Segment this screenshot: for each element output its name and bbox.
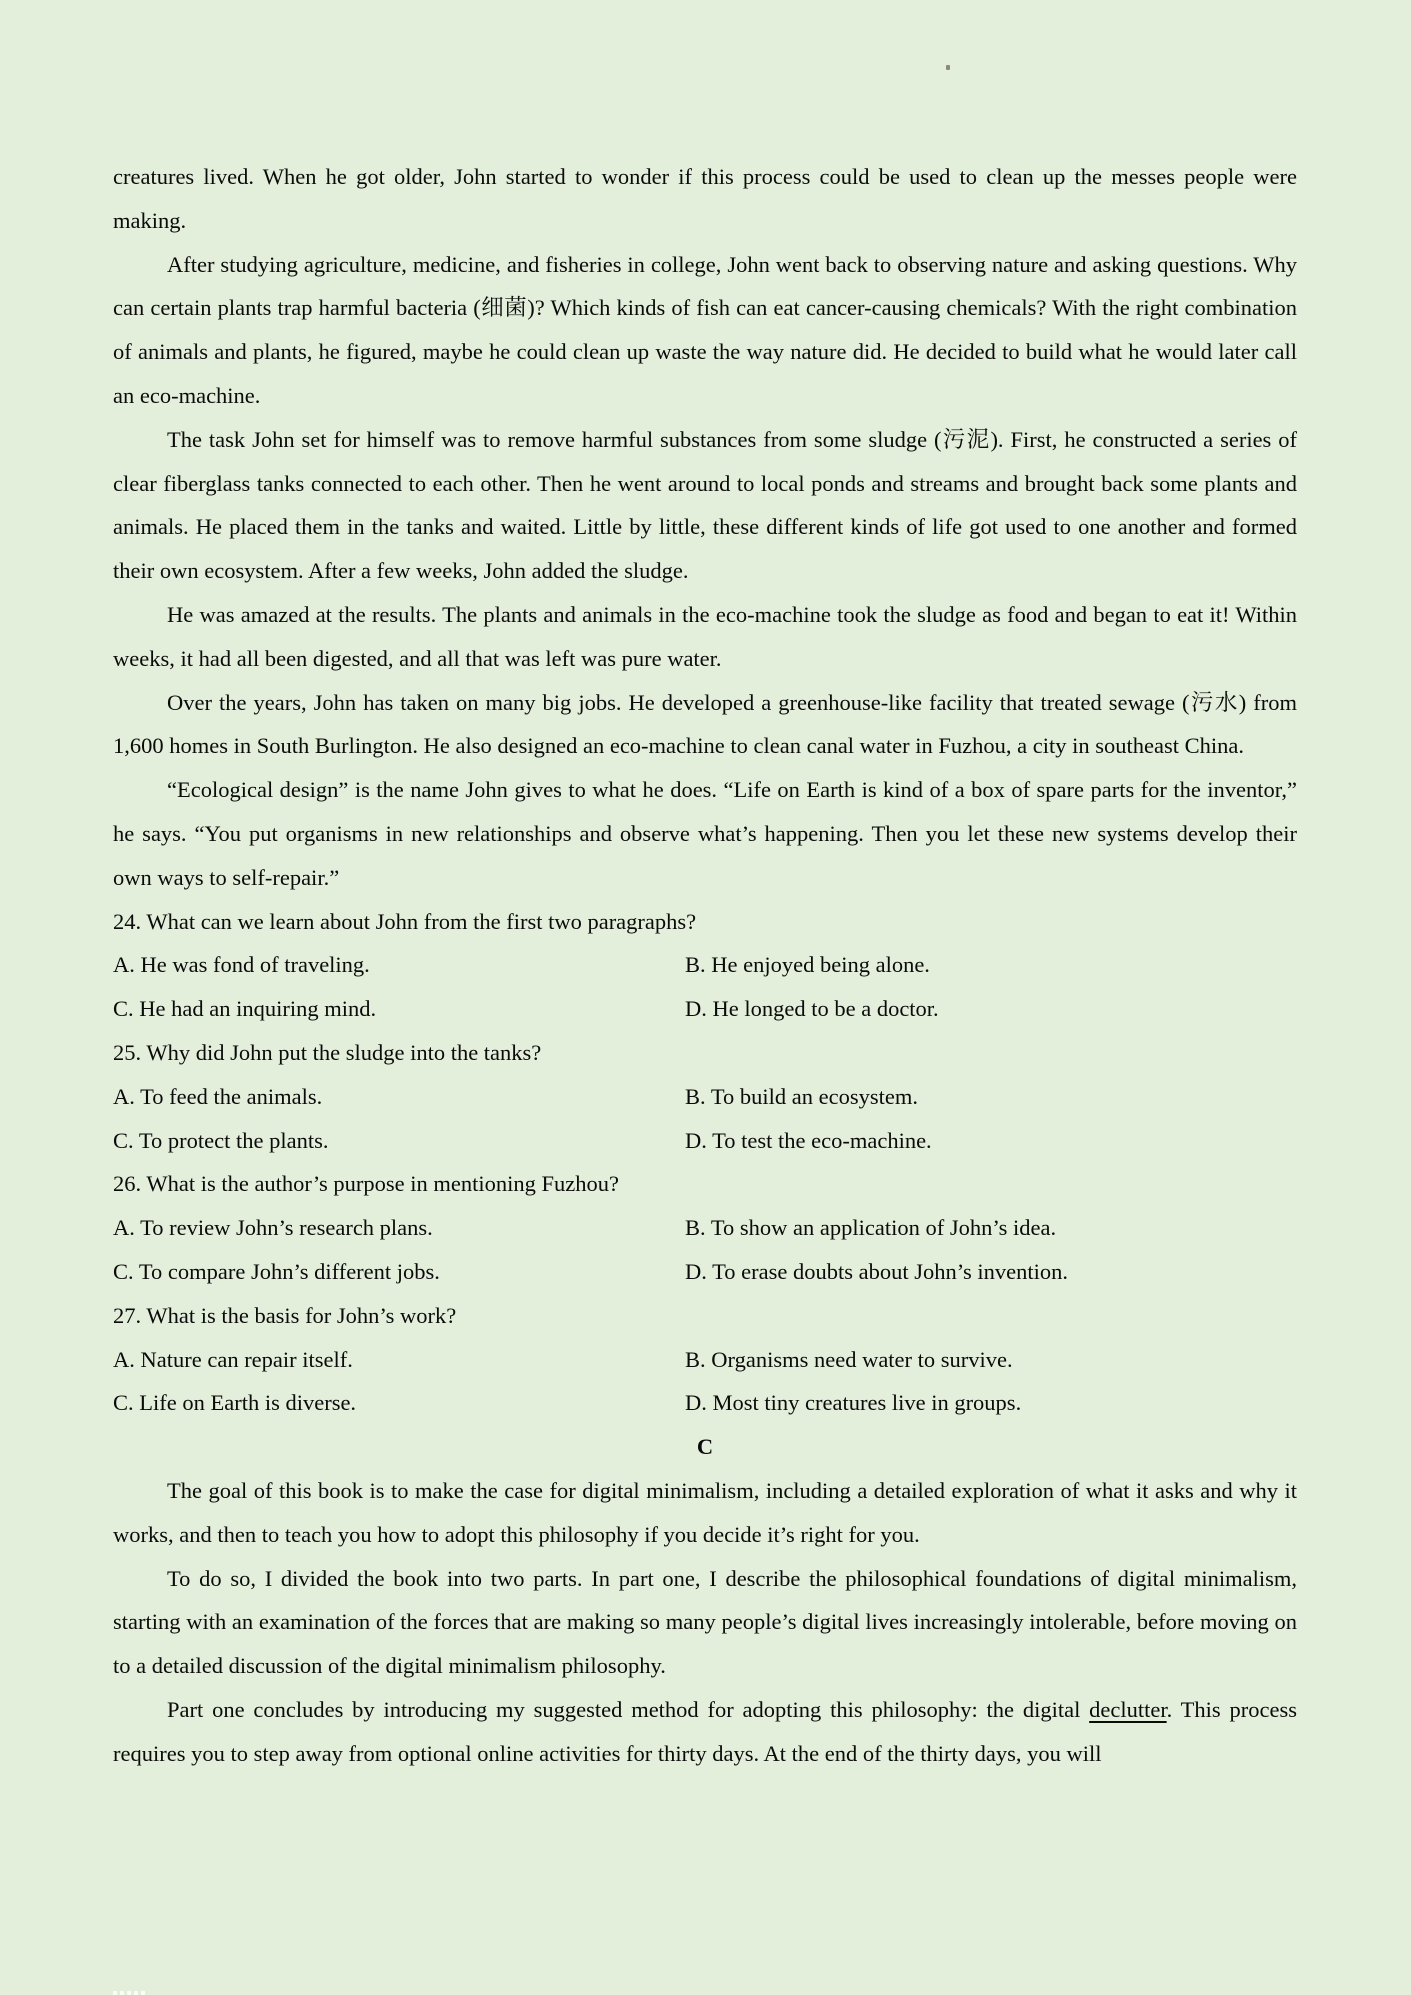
option-d: D. To test the eco-machine. bbox=[685, 1127, 932, 1153]
text-segment: After studying agriculture, medicine, and fisheries in college, John went back to observing nature and asking questions. Why can certain plants trap harmful bacteria (细菌)? Which kinds of fish can eat cancer-causing chemicals? With the right combination of animals and plants, he figured, maybe he could clean up waste the way nature did. He decided to build what he would later call an eco-machine. bbox=[113, 251, 1297, 408]
reading-passage-b bbox=[113, 155, 1297, 900]
text-segment: creatures lived. When he got older, John started to wonder if this process could be used to clean up the messes people were making. bbox=[113, 164, 1297, 233]
passage-paragraph bbox=[113, 1469, 1297, 1557]
option-a: A. To review John’s research plans. bbox=[113, 1215, 433, 1241]
underlined-term: declutter bbox=[1089, 1696, 1167, 1722]
passage-paragraph bbox=[113, 593, 1297, 681]
text-segment: “Ecological design” is the name John gives to what he does. “Life on Earth is kind of a box of spare parts for the inventor,” he says. “You put organisms in new relationships and observe what’s happening. Then you let these new systems develop their own ways to self-repair.” bbox=[113, 777, 1297, 890]
question-stem: 27. What is the basis for John’s work? bbox=[113, 1302, 457, 1328]
option-row bbox=[113, 1338, 1297, 1382]
question-stem: 25. Why did John put the sludge into the tanks? bbox=[113, 1039, 542, 1065]
option-row bbox=[113, 1119, 1297, 1163]
passage-paragraph bbox=[113, 681, 1297, 769]
reading-passage-c bbox=[113, 1469, 1297, 1776]
passage-paragraph bbox=[113, 243, 1297, 418]
text-segment: To do so, I divided the book into two parts. In part one, I describe the philosophical foundations of digital minimalism, starting with an examination of the forces that are making so many people’s digital lives increasingly intolerable, before moving on to a detailed discussion of the digital minimalism philosophy. bbox=[113, 1565, 1297, 1679]
option-row bbox=[113, 1250, 1297, 1294]
page-content bbox=[113, 155, 1297, 1775]
option-b: B. To build an ecosystem. bbox=[685, 1083, 918, 1109]
option-row bbox=[113, 1381, 1297, 1425]
text-segment: He was amazed at the results. The plants and animals in the eco-machine took the sludge as food and began to eat it! Within weeks, it had all been digested, and all that was left was pure water. bbox=[113, 601, 1297, 671]
option-a: A. Nature can repair itself. bbox=[113, 1346, 353, 1372]
passage-paragraph bbox=[113, 155, 1297, 243]
text-segment: . This process requires you to step away from optional online activities for thirty days. At the end of the thirty days, you will bbox=[113, 1696, 1297, 1766]
text-segment: Over the years, John has taken on many big jobs. He developed a greenhouse-like facility that treated sewage (污水) from 1,600 homes in South Burlington. He also designed an eco-machine to clean canal water in Fuzhou, a city in southeast China. bbox=[113, 689, 1297, 759]
passage-paragraph bbox=[113, 1688, 1297, 1776]
text-segment: The task John set for himself was to remove harmful substances from some sludge (污泥). First, he constructed a series of clear fiberglass tanks connected to each other. Then he went around to local ponds and streams and brought back some plants and animals. He placed them in the tanks and waited. Little by little, these different kinds of life got used to one another and formed their own ecosystem. After a few weeks, John added the sludge. bbox=[113, 426, 1297, 584]
option-b: B. To show an application of John’s idea. bbox=[685, 1215, 1057, 1241]
question-stem: 24. What can we learn about John from the first two paragraphs? bbox=[113, 908, 697, 934]
option-a: A. To feed the animals. bbox=[113, 1083, 323, 1109]
passage-paragraph bbox=[113, 418, 1297, 593]
passage-paragraph bbox=[113, 1557, 1297, 1688]
passage-paragraph bbox=[113, 768, 1297, 899]
option-d: D. To erase doubts about John’s invention. bbox=[685, 1258, 1068, 1284]
option-row bbox=[113, 987, 1297, 1031]
text-segment: The goal of this book is to make the case for digital minimalism, including a detailed exploration of what it asks and why it works, and then to teach you how to adopt this philosophy if you decide it’s right for you. bbox=[113, 1477, 1297, 1547]
option-row bbox=[113, 943, 1297, 987]
option-c: C. Life on Earth is diverse. bbox=[113, 1390, 357, 1416]
question-stem: 26. What is the author’s purpose in mentioning Fuzhou? bbox=[113, 1171, 619, 1197]
stray-scan-dot bbox=[946, 65, 950, 70]
questions-24-27 bbox=[113, 900, 1297, 1426]
option-row bbox=[113, 1075, 1297, 1119]
option-b: B. He enjoyed being alone. bbox=[685, 952, 930, 978]
option-c: C. To protect the plants. bbox=[113, 1127, 329, 1153]
option-a: A. He was fond of traveling. bbox=[113, 952, 370, 978]
option-row bbox=[113, 1206, 1297, 1250]
option-d: D. Most tiny creatures live in groups. bbox=[685, 1390, 1022, 1416]
option-d: D. He longed to be a doctor. bbox=[685, 996, 939, 1022]
section-c-heading: C bbox=[696, 1434, 714, 1460]
option-c: C. To compare John’s different jobs. bbox=[113, 1258, 440, 1284]
partial-watermark-cutoff bbox=[113, 1991, 148, 1995]
text-segment: Part one concludes by introducing my suggested method for adopting this philosophy: the digital bbox=[167, 1696, 1090, 1722]
option-b: B. Organisms need water to survive. bbox=[685, 1346, 1013, 1372]
option-c: C. He had an inquiring mind. bbox=[113, 996, 377, 1022]
